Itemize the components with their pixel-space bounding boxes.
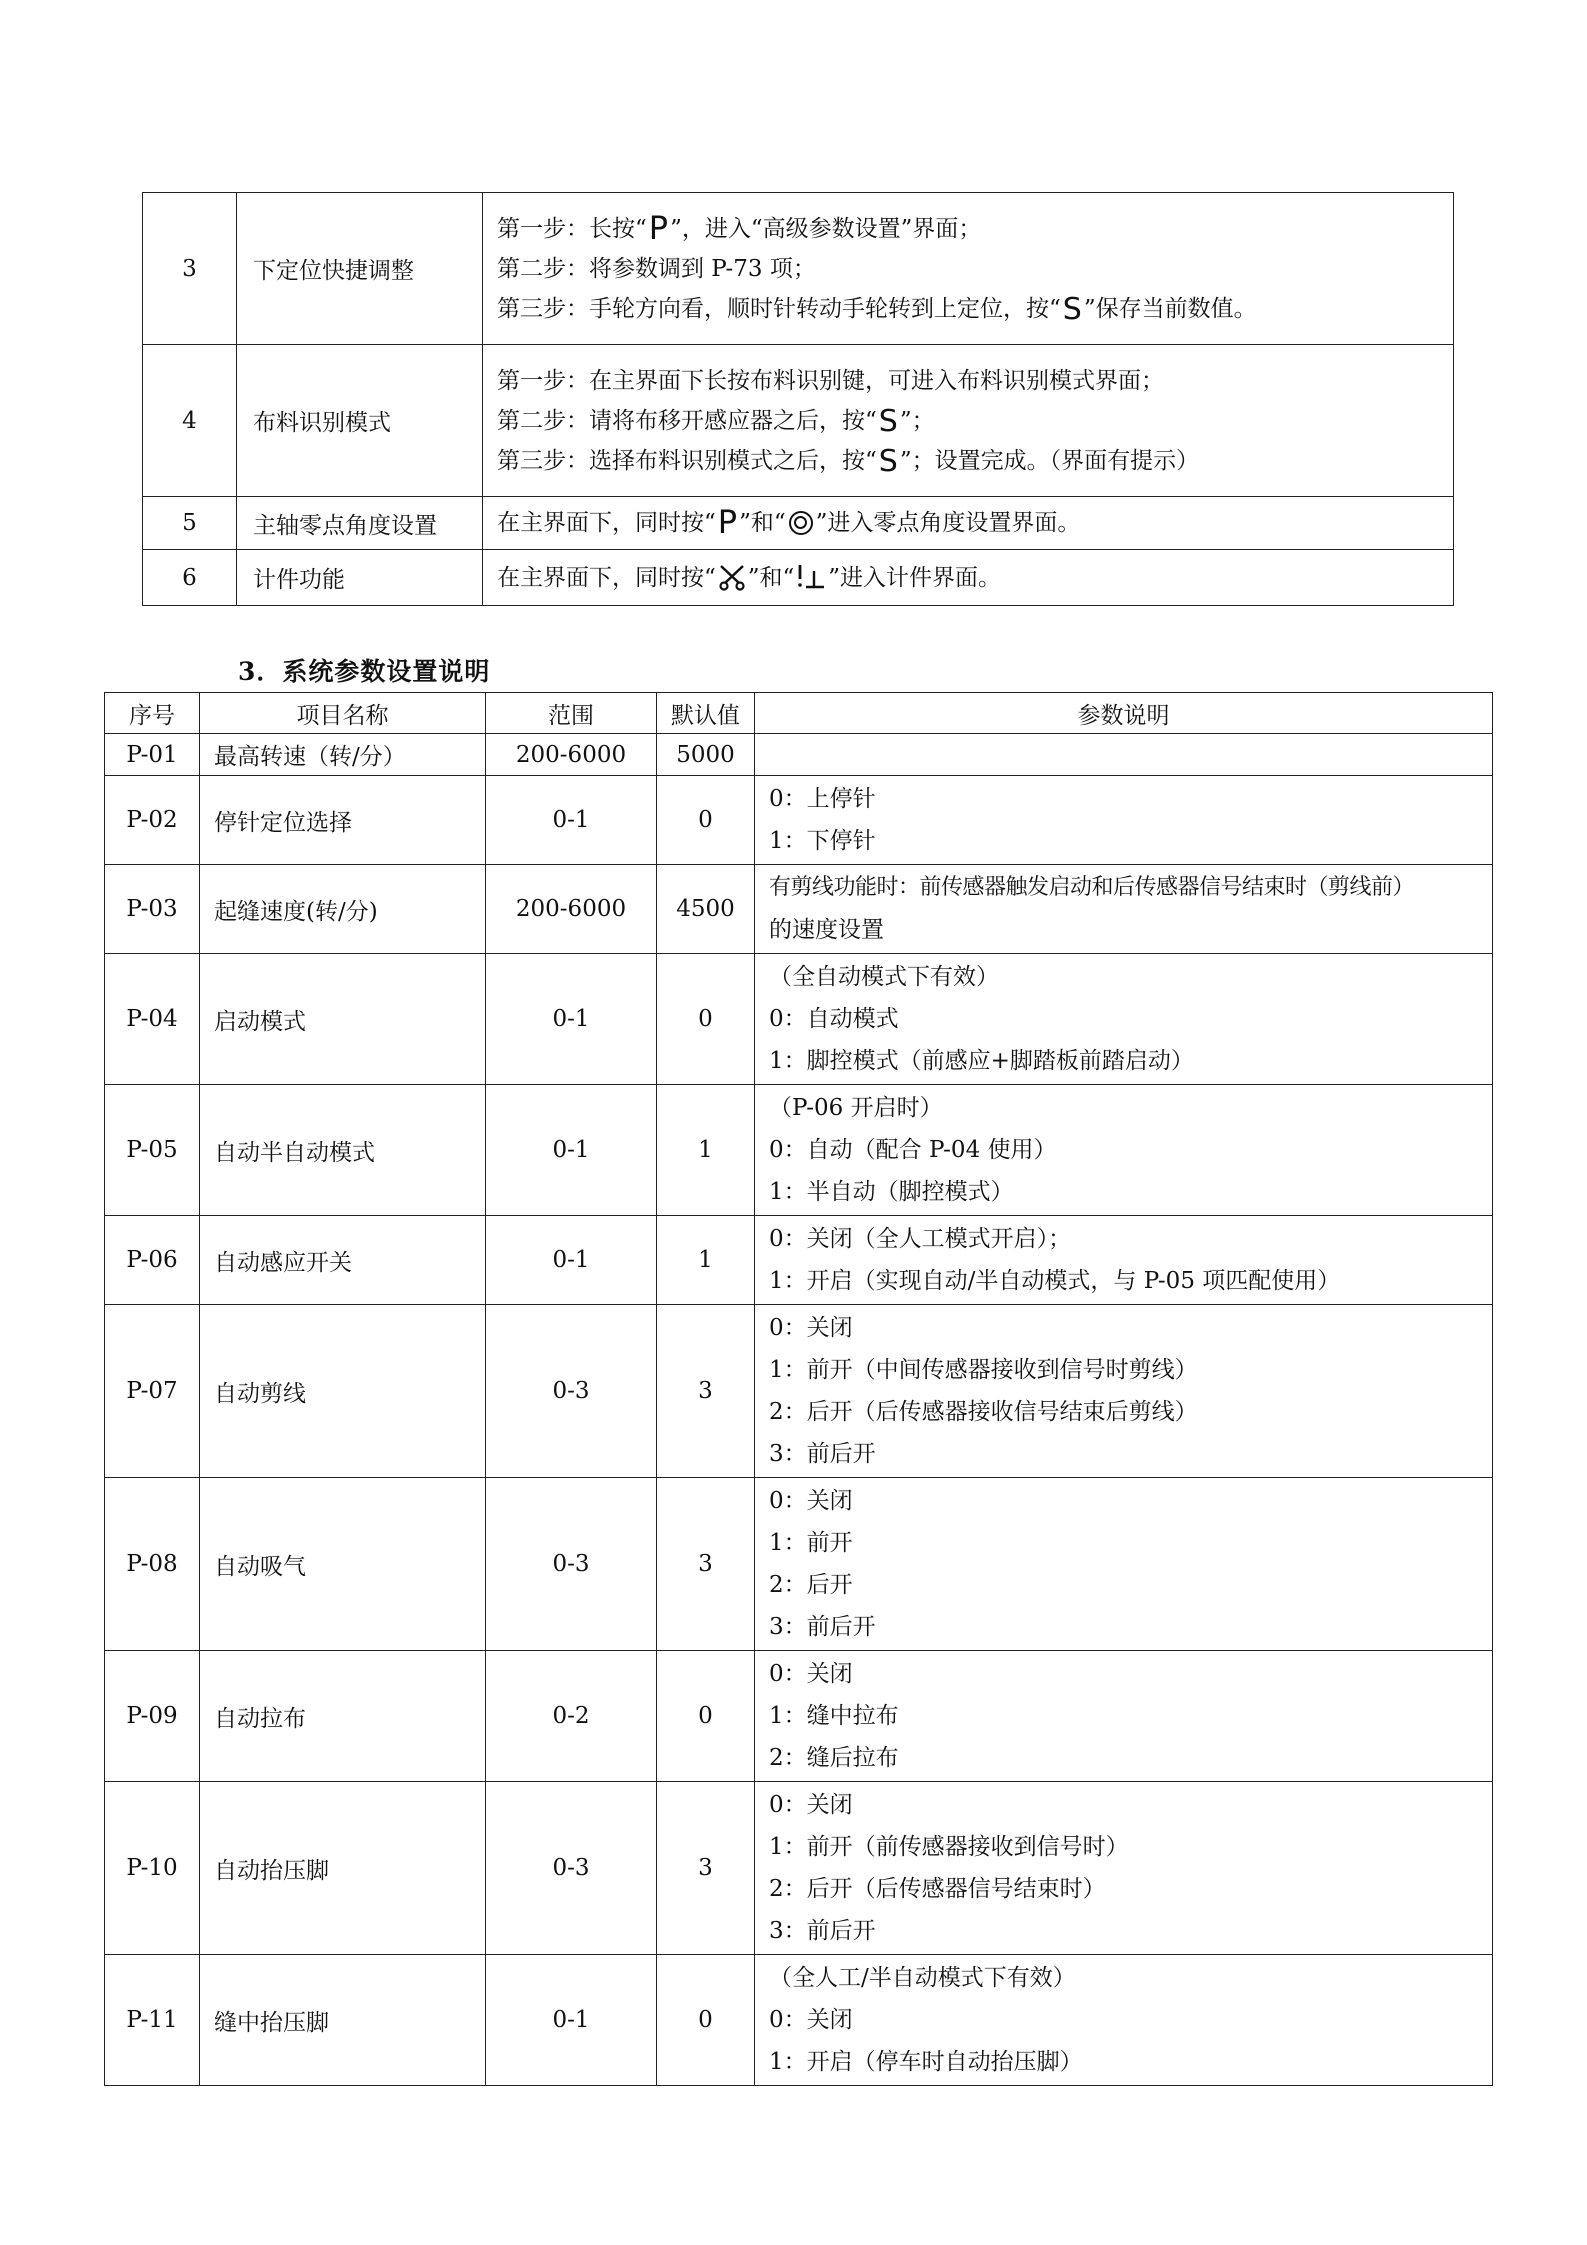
function-name: 布料识别模式 (237, 345, 483, 497)
param-name: 自动抬压脚 (200, 1782, 486, 1955)
section-heading: 3．系统参数设置说明 (238, 657, 491, 686)
table-row (143, 345, 1454, 497)
s-key-label: S (878, 443, 898, 479)
param-description (755, 734, 1493, 776)
param-name: 最高转速（转/分） (200, 734, 486, 776)
param-default: 0 (657, 1651, 755, 1782)
param-id: P-07 (105, 1305, 200, 1478)
param-description: （全人工/半自动模式下有效） 0：关闭 1：开启（停车时自动抬压脚） (755, 1955, 1493, 2086)
function-description: 第一步：在主界面下长按布料识别键，可进入布料识别模式界面； 第二步：请将布移开感应器之后，按“S”； 第三步：选择布料识别模式之后，按“S”；设置完成。（界面有提示） (483, 345, 1454, 497)
p-key-label: P (717, 503, 738, 541)
operation-table (142, 192, 1454, 606)
param-default: 3 (657, 1305, 755, 1478)
param-id: P-03 (105, 865, 200, 954)
param-name: 启动模式 (200, 954, 486, 1085)
table-row (105, 1216, 1493, 1305)
param-id: P-01 (105, 734, 200, 776)
param-default: 0 (657, 1955, 755, 2086)
param-default: 0 (657, 954, 755, 1085)
param-id: P-09 (105, 1651, 200, 1782)
table-row (143, 497, 1454, 550)
param-description: （全自动模式下有效） 0：自动模式 1：脚控模式（前感应+脚踏板前踏启动） (755, 954, 1493, 1085)
param-default: 5000 (657, 734, 755, 776)
param-name: 起缝速度(转/分) (200, 865, 486, 954)
param-id: P-06 (105, 1216, 200, 1305)
table-header-row (105, 693, 1493, 734)
function-description: 第一步：长按“P”，进入“高级参数设置”界面； 第二步：将参数调到 P-73 项； 第三步：手轮方向看，顺时针转动手轮转到上定位，按“S”保存当前数值。 (483, 193, 1454, 345)
column-header: 项目名称 (200, 693, 486, 734)
parameter-table (104, 692, 1493, 2086)
param-id: P-11 (105, 1955, 200, 2086)
function-description: 在主界面下，同时按“P”和“ ”进入零点角度设置界面。 (483, 497, 1454, 550)
param-id: P-02 (105, 776, 200, 865)
param-id: P-04 (105, 954, 200, 1085)
function-name: 计件功能 (237, 550, 483, 606)
param-description: 0：关闭 1：前开 2：后开 3：前后开 (755, 1478, 1493, 1651)
param-range: 0-1 (486, 1955, 657, 2086)
circle-target-icon (789, 511, 813, 535)
param-description: 0：关闭 1：前开（前传感器接收到信号时） 2：后开（后传感器信号结束时） 3：前后开 (755, 1782, 1493, 1955)
param-default: 1 (657, 1216, 755, 1305)
table-row (143, 550, 1454, 606)
table-row (105, 1782, 1493, 1955)
table-row (105, 734, 1493, 776)
param-name: 自动吸气 (200, 1478, 486, 1651)
param-description: （P-06 开启时） 0：自动（配合 P-04 使用） 1：半自动（脚控模式） (755, 1085, 1493, 1216)
param-range: 0-3 (486, 1305, 657, 1478)
column-header: 参数说明 (755, 693, 1493, 734)
row-number: 6 (143, 550, 237, 606)
param-range: 0-1 (486, 1085, 657, 1216)
row-number: 4 (143, 345, 237, 497)
table-row (105, 1085, 1493, 1216)
row-number: 5 (143, 497, 237, 550)
function-name: 主轴零点角度设置 (237, 497, 483, 550)
param-default: 3 (657, 1478, 755, 1651)
s-key-label: S (1062, 291, 1082, 327)
counter-icon (796, 563, 826, 591)
param-name: 自动剪线 (200, 1305, 486, 1478)
table-row (143, 193, 1454, 345)
table-row (105, 954, 1493, 1085)
table-row (105, 1305, 1493, 1478)
param-range: 200-6000 (486, 865, 657, 954)
param-description: 0：上停针 1：下停针 (755, 776, 1493, 865)
table-row (105, 865, 1493, 954)
param-range: 0-3 (486, 1782, 657, 1955)
param-range: 0-1 (486, 776, 657, 865)
table-row (105, 776, 1493, 865)
param-description: 0：关闭（全人工模式开启）； 1：开启（实现自动/半自动模式，与 P-05 项匹配使用） (755, 1216, 1493, 1305)
param-name: 停针定位选择 (200, 776, 486, 865)
column-header: 范围 (486, 693, 657, 734)
param-name: 自动半自动模式 (200, 1085, 486, 1216)
column-header: 默认值 (657, 693, 755, 734)
param-default: 4500 (657, 865, 755, 954)
table-row (105, 1955, 1493, 2086)
table-row (105, 1651, 1493, 1782)
row-number: 3 (143, 193, 237, 345)
param-range: 0-1 (486, 1216, 657, 1305)
param-id: P-05 (105, 1085, 200, 1216)
table-row (105, 1478, 1493, 1651)
param-range: 200-6000 (486, 734, 657, 776)
param-default: 1 (657, 1085, 755, 1216)
p-key-label: P (648, 208, 669, 247)
column-header: 序号 (105, 693, 200, 734)
function-description: 在主界面下，同时按“ ”和“ ”进入计件界面。 (483, 550, 1454, 606)
scissors-icon (718, 563, 746, 591)
param-name: 自动拉布 (200, 1651, 486, 1782)
param-default: 0 (657, 776, 755, 865)
s-key-label: S (878, 403, 898, 439)
param-description: 0：关闭 1：前开（中间传感器接收到信号时剪线） 2：后开（后传感器接收信号结束后剪线） 3：前后开 (755, 1305, 1493, 1478)
param-default: 3 (657, 1782, 755, 1955)
param-name: 缝中抬压脚 (200, 1955, 486, 2086)
param-description: 0：关闭 1：缝中拉布 2：缝后拉布 (755, 1651, 1493, 1782)
function-name: 下定位快捷调整 (237, 193, 483, 345)
param-range: 0-1 (486, 954, 657, 1085)
param-range: 0-3 (486, 1478, 657, 1651)
param-range: 0-2 (486, 1651, 657, 1782)
param-name: 自动感应开关 (200, 1216, 486, 1305)
param-id: P-10 (105, 1782, 200, 1955)
param-description: 有剪线功能时：前传感器触发启动和后传感器信号结束时（剪线前） 的速度设置 (755, 865, 1493, 954)
param-id: P-08 (105, 1478, 200, 1651)
